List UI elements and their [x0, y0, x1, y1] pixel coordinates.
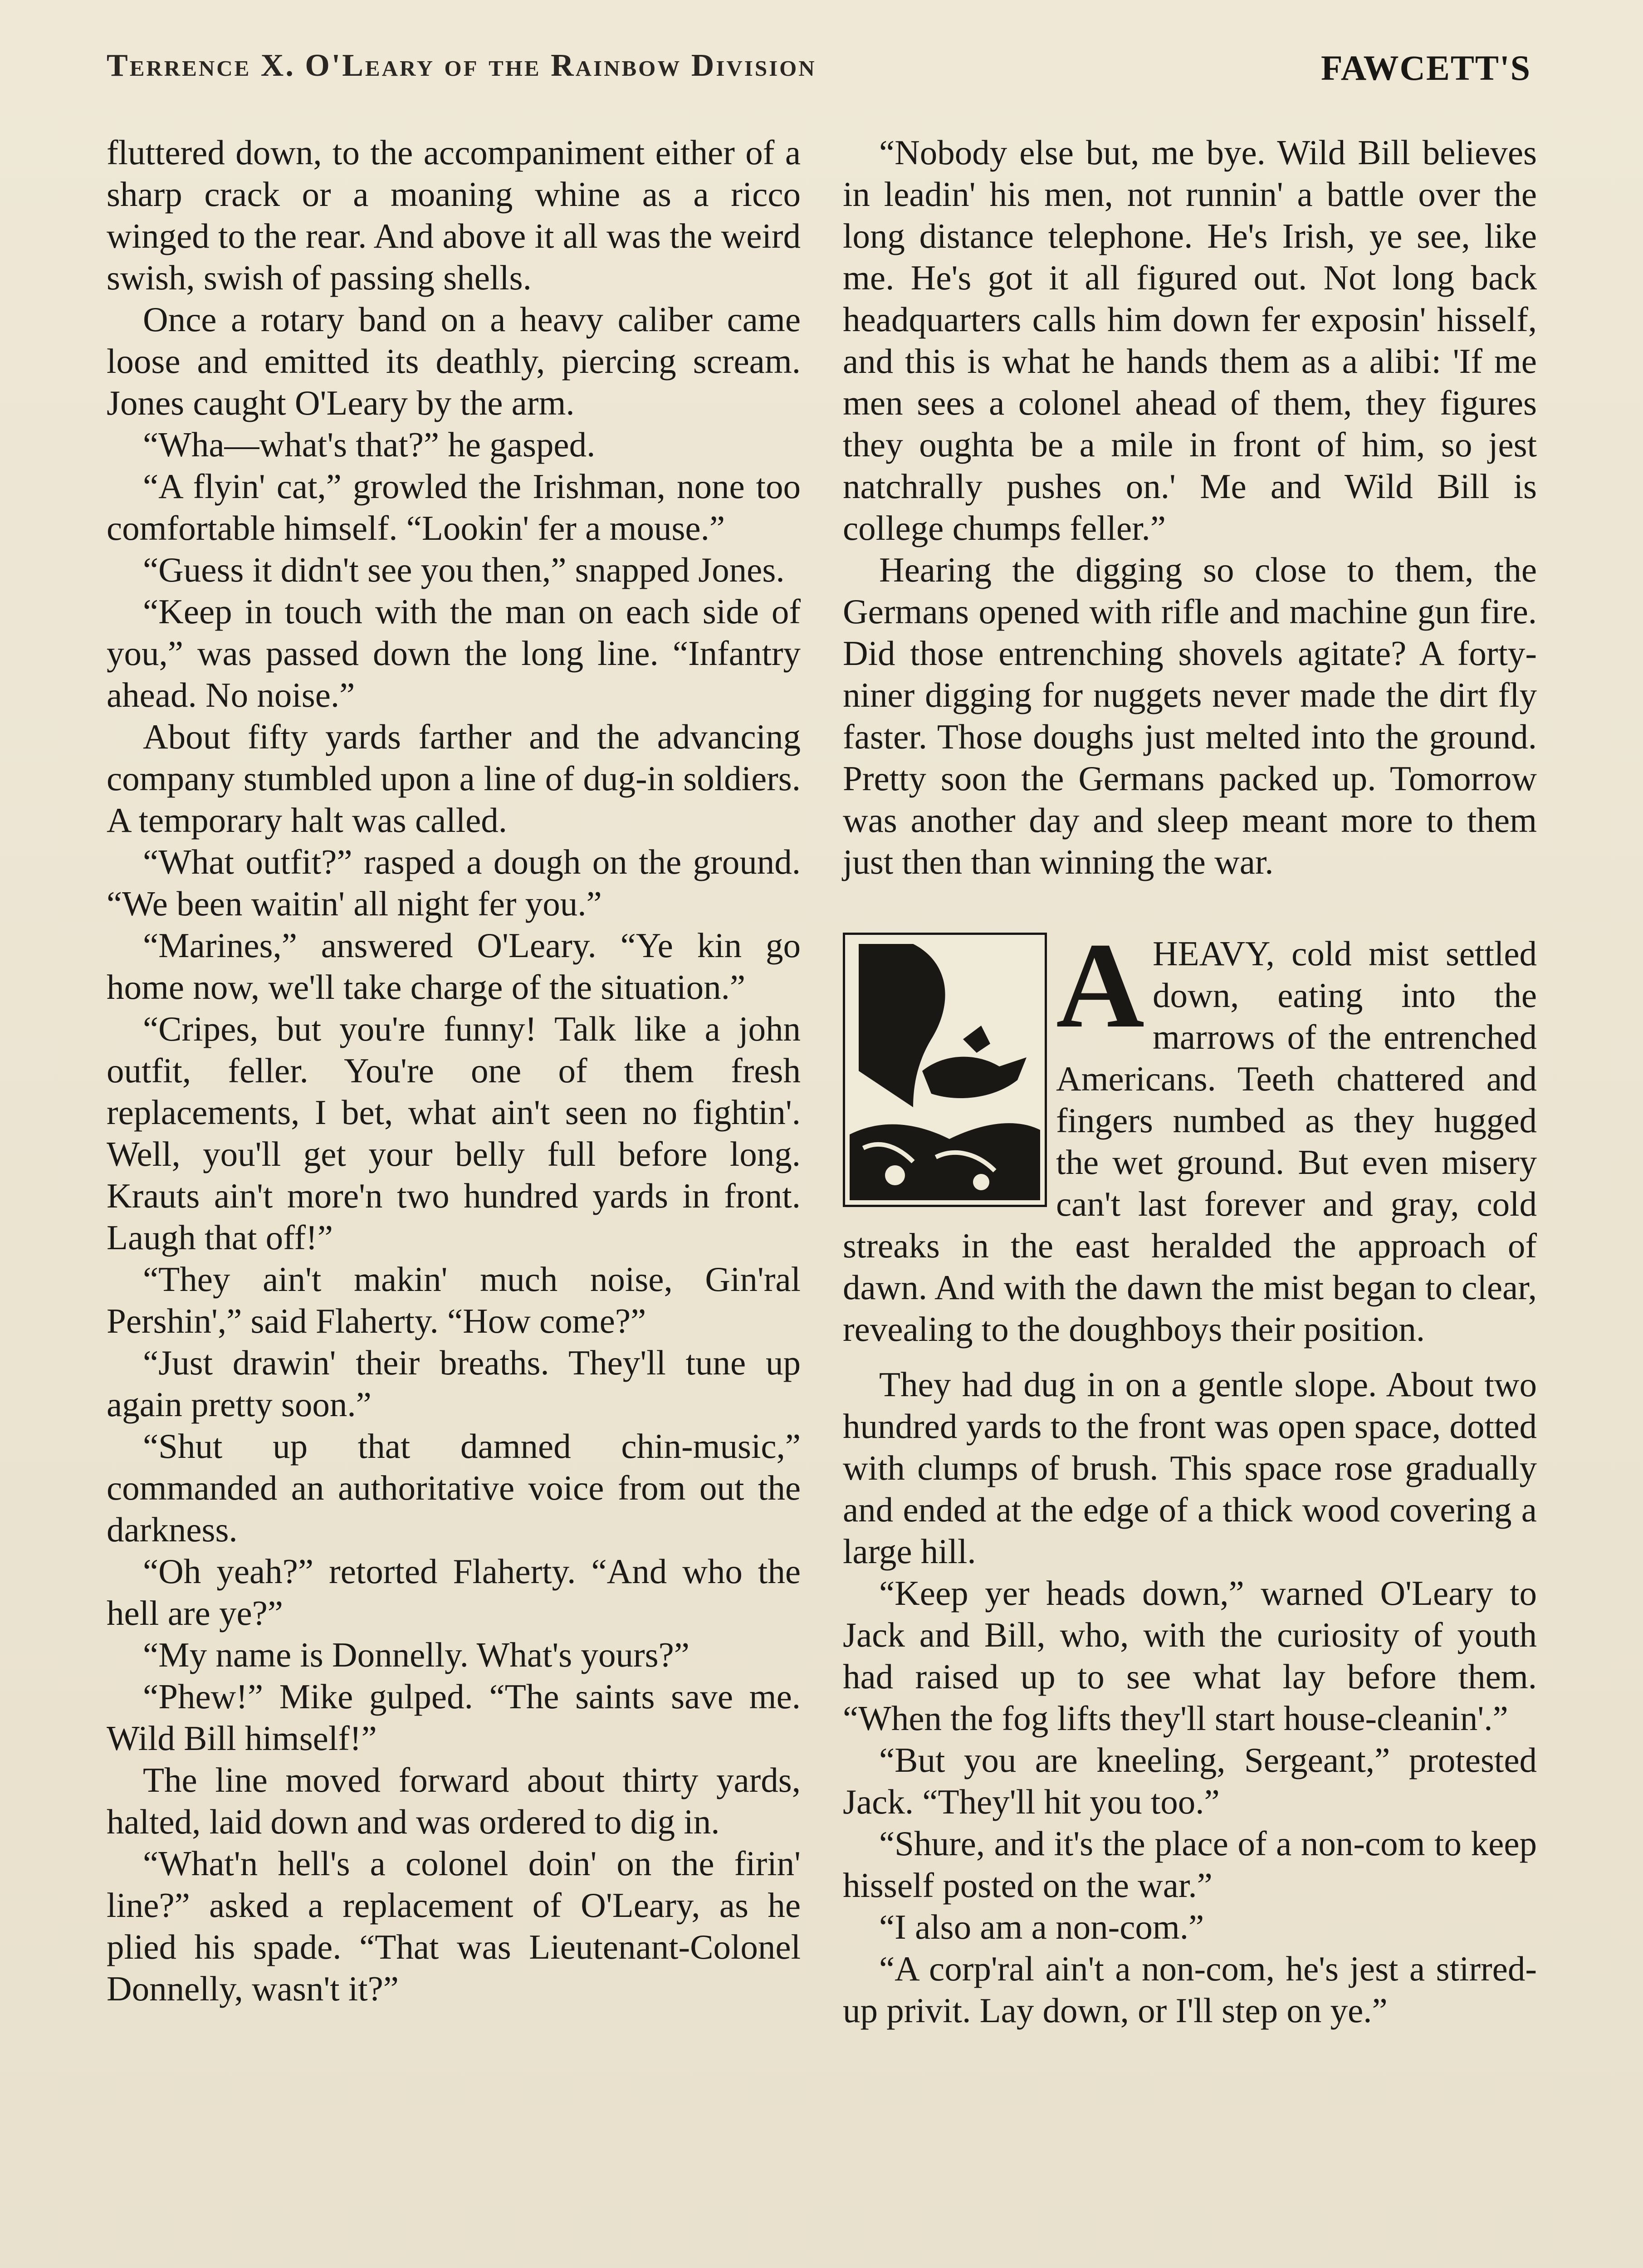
section-break — [843, 883, 1537, 933]
paragraph: “Cripes, but you're funny! Talk like a john outfit, feller. You're one of them fresh replacements, I bet, what ain't seen no fightin'. Well, you'll get your belly full before long. Krauts ain't more'n two hundred yards in front. Laugh that off!” — [107, 1009, 801, 1257]
paragraph: “Wha—what's that?” he gasped. — [143, 425, 596, 464]
paragraph: Once a rotary band on a heavy caliber came loose and emitted its deathly, piercing scream. Jones caught O'Leary by the arm. — [107, 300, 801, 422]
paragraph: “Keep in touch with the man on each side of you,” was passed down the long line. “Infantry ahead. No noise.” — [107, 592, 801, 714]
paragraph: “Keep yer heads down,” warned O'Leary to Jack and Bill, who, with the curiosity of youth had raised up to see what lay before them. “When the fog lifts they'll start house-cleanin'.” — [843, 1574, 1537, 1738]
drop-cap-letter: A — [1056, 918, 1144, 1053]
paragraph: The line moved forward about thirty yards, halted, laid down and was ordered to dig in. — [107, 1760, 801, 1841]
paragraph: “Just drawin' their breaths. They'll tune up again pretty soon.” — [107, 1343, 801, 1424]
paragraph: “A flyin' cat,” growled the Irishman, none too comfortable himself. “Lookin' fer a mouse.” — [107, 467, 801, 547]
paragraph: “Shut up that damned chin-music,” commanded an authoritative voice from out the darkness. — [107, 1427, 801, 1549]
paragraph: “Shure, and it's the place of a non-com to keep hisself posted on the war.” — [843, 1824, 1537, 1905]
left-column — [107, 132, 801, 2009]
running-header — [107, 48, 1531, 98]
paragraph: “Oh yeah?” retorted Flaherty. “And who the hell are ye?” — [107, 1552, 801, 1633]
paragraph: Hearing the digging so close to them, the Germans opened with rifle and machine gun fire. Did those entrenching shovels agitate? A forty-niner digging for nuggets never made the dirt fly faster. Those doughs just melted into the ground. Pretty soon the Germans packed up. Tomorrow was another day and sleep meant more to them just then than winning the war. — [843, 550, 1537, 881]
paragraph: “Marines,” answered O'Leary. “Ye kin go home now, we'll take charge of the situation.” — [107, 926, 801, 1007]
paragraph: “But you are kneeling, Sergeant,” protested Jack. “They'll hit you too.” — [843, 1740, 1537, 1821]
drop-cap-paragraph: HEAVY, cold mist settled down, eating into the marrows of the entrenched Americans. Teeth chattered and fingers numbed as they hugged the wet ground. But even misery can't last forever and gray, cold streaks in the east heralded the approach of dawn. And with the dawn the mist began to clear, revealing to the doughboys their position. — [843, 934, 1537, 1349]
paragraph: “What'n hell's a colonel doin' on the firin' line?” asked a replacement of O'Leary, as he plied his spade. “That was Lieutenant-Colonel Donnelly, wasn't it?” — [107, 1844, 801, 2008]
paragraph: fluttered down, to the accompaniment either of a sharp crack or a moaning whine as a ricco winged to the rear. And above it all was the weird swish, swish of passing shells. — [107, 133, 801, 297]
drop-cap-section — [843, 918, 1537, 1350]
paragraph: About fifty yards farther and the advancing company stumbled upon a line of dug-in soldiers. A temporary halt was called. — [107, 717, 801, 840]
paragraph: “Phew!” Mike gulped. “The saints save me. Wild Bill himself!” — [107, 1677, 801, 1758]
paragraph: They had dug in on a gentle slope. About two hundred yards to the front was open space, dotted with clumps of brush. This space rose gradually and ended at the edge of a thick wood covering a large hill. — [843, 1365, 1537, 1571]
paragraph: “What outfit?” rasped a dough on the ground. “We been waitin' all night fer you.” — [107, 842, 801, 923]
paragraph: “Nobody else but, me bye. Wild Bill believes in leadin' his men, not runnin' a battle over the long distance telephone. He's Irish, ye see, like me. He's got it all figured out. Not long back headquarters calls him down fer exposin' hisself, and this is what he hands them as a alibi: 'If me men sees a colonel ahead of them, they figures they oughta be a mile in front of him, so jest natchrally pushes on.' Me and Wild Bill is college chumps feller.” — [843, 133, 1537, 547]
right-column — [843, 132, 1537, 2031]
woodcut-illustration-icon — [843, 933, 1047, 1207]
paragraph: “Guess it didn't see you then,” snapped Jones. — [143, 550, 785, 589]
paragraph: “They ain't makin' much noise, Gin'ral Pershin',” said Flaherty. “How come?” — [107, 1260, 801, 1340]
story-title: Terrence X. O'Leary of the Rainbow Division — [107, 48, 817, 83]
paragraph: “My name is Donnelly. What's yours?” — [143, 1635, 689, 1674]
woodcut-illustration-icon — [845, 935, 1045, 1205]
magazine-name: FAWCETT'S — [1321, 48, 1531, 88]
paragraph: “A corp'ral ain't a non-com, he's jest a stirred-up privit. Lay down, or I'll step on ye.” — [843, 1949, 1537, 2030]
paragraph: “I also am a non-com.” — [879, 1907, 1204, 1946]
